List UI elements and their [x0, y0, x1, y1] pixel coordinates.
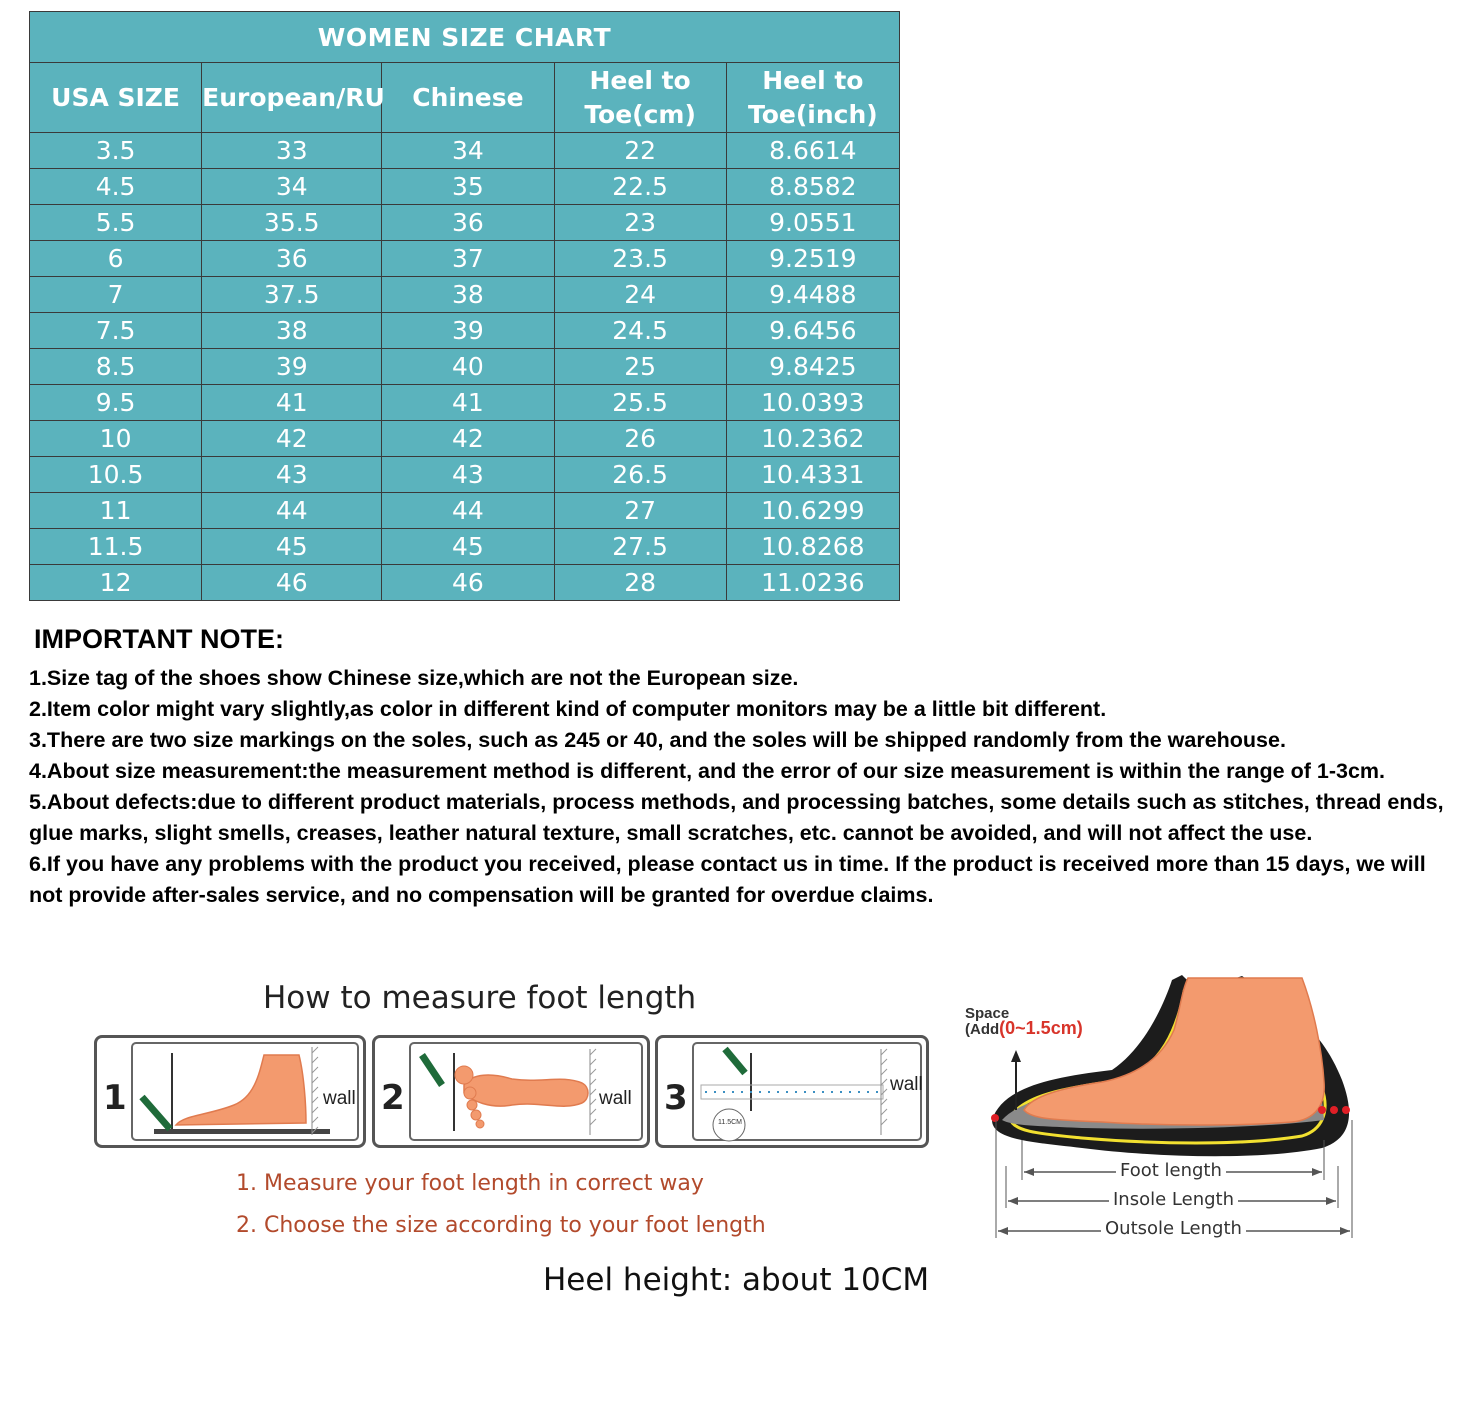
- ruler-mark-label: 11.5CM: [718, 1119, 742, 1126]
- header-line: Chinese: [412, 82, 524, 112]
- size-chart-cell: 38: [382, 277, 554, 313]
- size-chart-cell: 23: [554, 205, 726, 241]
- size-chart-header-row: [30, 63, 900, 133]
- size-chart-cell: 9.8425: [726, 349, 899, 385]
- size-chart-cell: 45: [202, 529, 382, 565]
- size-chart-cell: 25: [554, 349, 726, 385]
- header-line: European/RU: [202, 82, 385, 112]
- size-chart-cell: 44: [202, 493, 382, 529]
- size-chart-row: [30, 133, 900, 169]
- size-chart-row: [30, 205, 900, 241]
- important-note-title: IMPORTANT NOTE:: [34, 624, 284, 654]
- size-chart-row: [30, 277, 900, 313]
- important-note-list: [29, 663, 1444, 911]
- size-chart-cell: 8.5: [30, 349, 202, 385]
- size-chart-cell: 35.5: [202, 205, 382, 241]
- size-chart-cell: 43: [202, 457, 382, 493]
- size-chart-cell: 27.5: [554, 529, 726, 565]
- size-chart-title-row: [30, 12, 900, 63]
- size-chart-table: [29, 11, 900, 601]
- size-chart-cell: 40: [382, 349, 554, 385]
- size-chart-cell: 10: [30, 421, 202, 457]
- size-chart-row: [30, 421, 900, 457]
- size-chart-row: [30, 529, 900, 565]
- measure-step-3: [655, 1035, 929, 1148]
- step-number: 2: [381, 1078, 405, 1118]
- size-chart-cell: 43: [382, 457, 554, 493]
- size-chart-cell: 27: [554, 493, 726, 529]
- wall-label: wall: [890, 1074, 923, 1095]
- measure-step-1: [94, 1035, 366, 1148]
- size-chart-cell: 9.2519: [726, 241, 899, 277]
- space-add-range: (0~1.5cm): [999, 1018, 1083, 1038]
- size-chart-cell: 37: [382, 241, 554, 277]
- size-chart-row: [30, 493, 900, 529]
- size-chart-cell: 23.5: [554, 241, 726, 277]
- outsole-length-label: Outsole Length: [1101, 1218, 1246, 1239]
- size-chart-cell: 8.8582: [726, 169, 899, 205]
- wall-label: wall: [323, 1088, 356, 1109]
- important-note-item: 3.There are two size markings on the soles, such as 245 or 40, and the soles will be shipped randomly from the warehouse.: [29, 728, 1286, 752]
- space-add-prefix: (Add: [965, 1021, 1000, 1038]
- size-chart-cell: 4.5: [30, 169, 202, 205]
- size-chart-cell: 37.5: [202, 277, 382, 313]
- size-chart-cell: 12: [30, 565, 202, 601]
- size-chart-cell: 22.5: [554, 169, 726, 205]
- size-chart-cell: 24.5: [554, 313, 726, 349]
- size-chart-header-cell: [554, 63, 726, 133]
- size-chart-cell: 46: [382, 565, 554, 601]
- heel-height-text: Heel height: about 10CM: [543, 1262, 930, 1298]
- size-chart-cell: 39: [382, 313, 554, 349]
- header-line: Heel to: [762, 65, 864, 95]
- size-chart-cell: 11: [30, 493, 202, 529]
- size-chart-cell: 10.6299: [726, 493, 899, 529]
- size-chart-cell: 42: [202, 421, 382, 457]
- size-chart-cell: 10.8268: [726, 529, 899, 565]
- size-chart-cell: 34: [202, 169, 382, 205]
- size-chart-cell: 42: [382, 421, 554, 457]
- size-chart-cell: 36: [382, 205, 554, 241]
- insole-length-label: Insole Length: [1109, 1189, 1238, 1210]
- size-chart-cell: 9.5: [30, 385, 202, 421]
- size-chart-header-cell: [202, 63, 385, 133]
- size-chart-row: [30, 565, 900, 601]
- size-chart-cell: 5.5: [30, 205, 202, 241]
- size-chart-cell: 33: [202, 133, 382, 169]
- size-chart-cell: 28: [554, 565, 726, 601]
- size-chart-row: [30, 349, 900, 385]
- size-chart-cell: 10.5: [30, 457, 202, 493]
- size-chart-cell: 22: [554, 133, 726, 169]
- size-chart-cell: 41: [202, 385, 382, 421]
- size-chart-cell: 10.4331: [726, 457, 899, 493]
- size-chart-cell: 10.2362: [726, 421, 899, 457]
- size-chart-cell: 35: [382, 169, 554, 205]
- header-line: Toe(inch): [748, 99, 878, 129]
- size-chart-cell: 6: [30, 241, 202, 277]
- important-note-item: 5.About defects:due to different product materials, process methods, and processing batches, some details such as stitches, thread ends, glue marks, slight smells, creases, leather natural texture, small scratches, etc. cannot be avoided, and will not affect the use.: [29, 790, 1444, 845]
- size-chart-cell: 11.0236: [726, 565, 899, 601]
- size-chart-cell: 7: [30, 277, 202, 313]
- size-chart-cell: 9.4488: [726, 277, 899, 313]
- measure-instruction-1: 1. Measure your foot length in correct way: [236, 1171, 704, 1196]
- size-chart-cell: 24: [554, 277, 726, 313]
- size-chart-header-cell: [726, 63, 899, 133]
- size-chart-cell: 11.5: [30, 529, 202, 565]
- size-chart-row: [30, 169, 900, 205]
- foot-length-label: Foot length: [1116, 1160, 1226, 1181]
- size-chart-cell: 34: [382, 133, 554, 169]
- measure-title: How to measure foot length: [263, 980, 697, 1016]
- size-chart-cell: 25.5: [554, 385, 726, 421]
- header-line: USA SIZE: [51, 82, 181, 112]
- size-chart-cell: 41: [382, 385, 554, 421]
- size-chart-header-cell: [382, 63, 554, 133]
- size-chart-cell: 3.5: [30, 133, 202, 169]
- important-note-item: 1.Size tag of the shoes show Chinese size,which are not the European size.: [29, 666, 799, 690]
- size-chart-cell: 9.6456: [726, 313, 899, 349]
- size-chart-cell: 38: [202, 313, 382, 349]
- size-chart-cell: 8.6614: [726, 133, 899, 169]
- size-chart-cell: 36: [202, 241, 382, 277]
- size-chart-header-cell: [30, 63, 202, 133]
- space-label: [965, 1006, 1083, 1037]
- size-chart-title: WOMEN SIZE CHART: [30, 12, 900, 63]
- important-note-item: 4.About size measurement:the measurement method is different, and the error of our size measurement is within the range of 1-3cm.: [29, 759, 1386, 783]
- step-number: 1: [103, 1078, 127, 1118]
- size-chart-row: [30, 457, 900, 493]
- important-note-item: 6.If you have any problems with the product you received, please contact us in time. If the product is received more than 15 days, we will not provide after-sales service, and no compensation will be granted for overdue claims.: [29, 852, 1426, 907]
- size-chart-cell: 10.0393: [726, 385, 899, 421]
- size-chart-cell: 46: [202, 565, 382, 601]
- step-number: 3: [664, 1078, 688, 1118]
- wall-label: wall: [599, 1088, 632, 1109]
- size-chart-cell: 45: [382, 529, 554, 565]
- size-chart-cell: 26.5: [554, 457, 726, 493]
- header-line: Heel to: [589, 65, 691, 95]
- ruler-measure-illustration: [655, 1035, 929, 1148]
- header-line: Toe(cm): [584, 99, 696, 129]
- size-chart-cell: 7.5: [30, 313, 202, 349]
- size-chart-cell: 9.0551: [726, 205, 899, 241]
- size-chart-cell: 39: [202, 349, 382, 385]
- size-chart-row: [30, 385, 900, 421]
- size-chart-cell: 26: [554, 421, 726, 457]
- measure-instruction-2: 2. Choose the size according to your foot length: [236, 1213, 766, 1238]
- size-chart-row: [30, 241, 900, 277]
- important-note-item: 2.Item color might vary slightly,as color in different kind of computer monitors may be a little bit different.: [29, 697, 1107, 721]
- measure-step-2: [372, 1035, 650, 1148]
- size-chart-cell: 44: [382, 493, 554, 529]
- space-label-text: Space: [965, 1005, 1010, 1022]
- size-chart-row: [30, 313, 900, 349]
